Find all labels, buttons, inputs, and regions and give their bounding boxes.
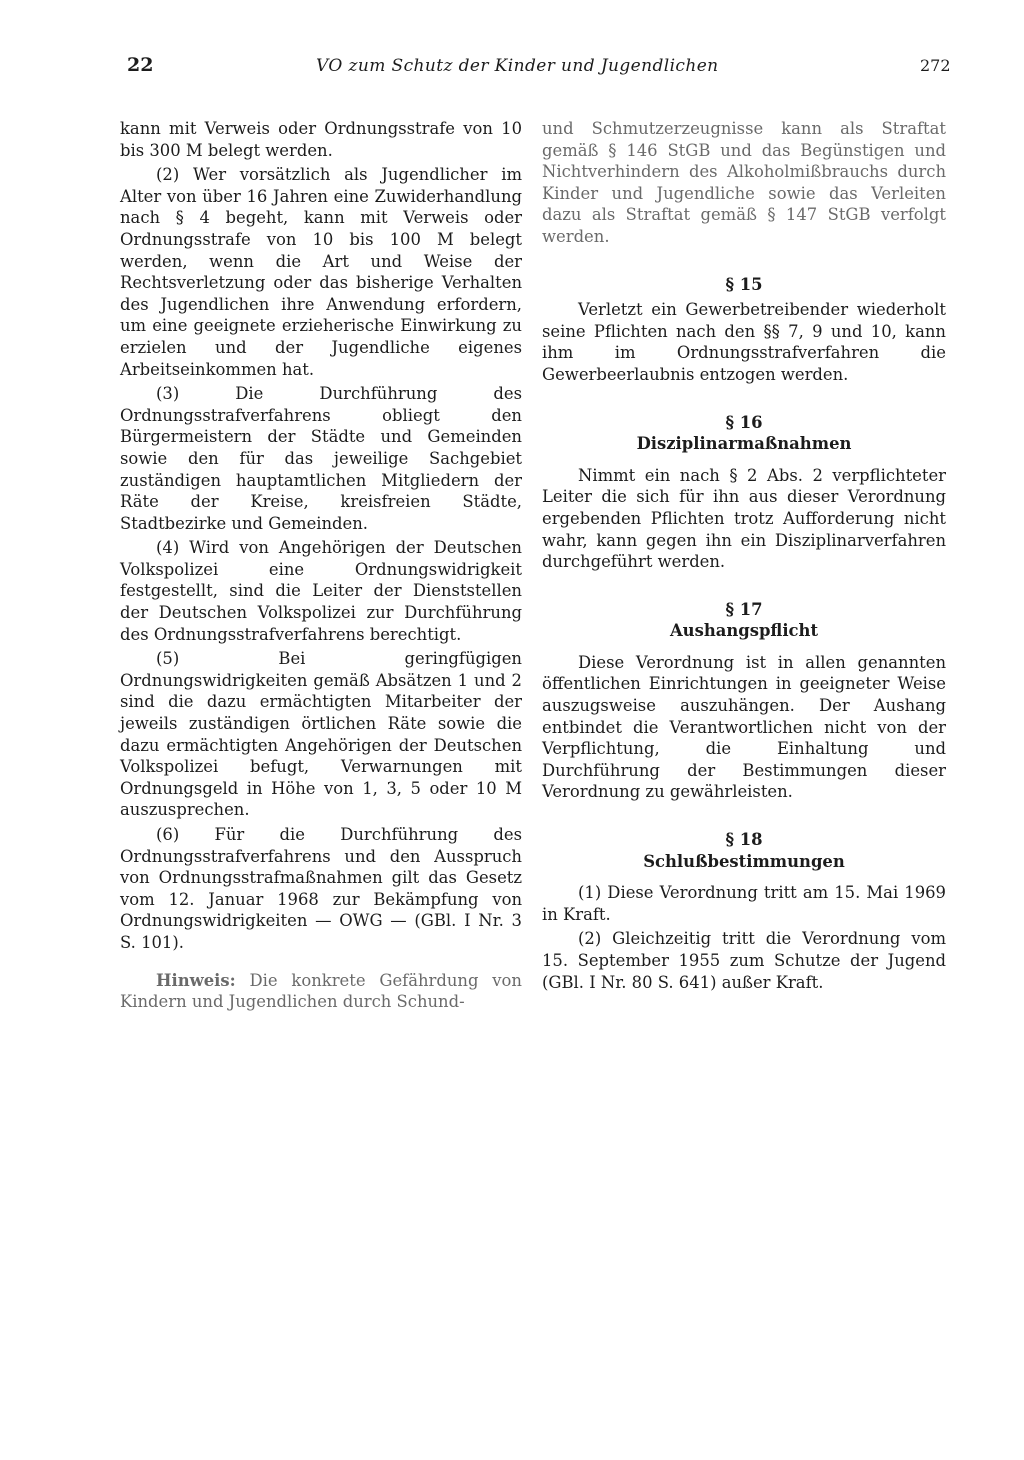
- section-15-number: § 15: [725, 274, 763, 294]
- page-header: [0, 54, 1024, 84]
- paragraph-2: (2) Wer vorsätzlich als Jugendlicher im Alter von über 16 Jahren eine Zuwiderhandlung nach § 4 begeht, kann mit Verweis oder Ordnungsstrafe von 10 bis 100 M belegt werden, wenn die Art und Weise der Rechtsverletzung oder das bisherige Verhalten des Jugendlichen ihre Anwendung erfordern, um eine geeignete erzieherische Einwirkung zu erzielen und der Jugendliche eigenes Arbeitseinkommen hat.: [120, 165, 522, 379]
- section-16-heading: [542, 412, 946, 455]
- paragraph-6: (6) Für die Durchführung des Ordnungsstrafverfahrens und den Ausspruch von Ordnungsstrafmaßnahmen gilt das Gesetz vom 12. Januar 1968 zur Bekämpfung von Ordnungswidrigkeiten — OWG — (GBl. I Nr. 3 S. 101).: [120, 825, 522, 952]
- section-16-number: § 16: [725, 412, 763, 432]
- paragraph-5: (5) Bei geringfügigen Ordnungswidrigkeiten gemäß Absätzen 1 und 2 sind die dazu ermächtigten Mitarbeiter der jeweils zuständigen örtlichen Räte sowie die dazu ermächtigten Angehörigen der Deutschen Volkspolizei befugt, Verwarnungen mit Ordnungsgeld in Höhe von 1, 3, 5 oder 10 M auszusprechen.: [120, 649, 522, 820]
- running-title: VO zum Schutz der Kinder und Jugendlichen: [316, 56, 719, 76]
- page-number-left: 22: [127, 54, 154, 76]
- left-column: [120, 118, 522, 1013]
- right-column: [542, 118, 946, 993]
- section-17-heading: [542, 599, 946, 642]
- section-16-text: Nimmt ein nach § 2 Abs. 2 verpflichteter Leiter die sich für ihn aus dieser Verordnung ergebenden Pflichten trotz Aufforderung nicht wahr, kann gegen ihn ein Disziplinarverfahren durchgeführt werden.: [542, 465, 946, 572]
- paragraph-continued: kann mit Verweis oder Ordnungsstrafe von 10 bis 300 M belegt werden.: [120, 119, 522, 160]
- section-18-heading: [542, 829, 946, 872]
- section-17-number: § 17: [725, 599, 763, 619]
- section-15-heading: [542, 274, 946, 296]
- section-17-title: Aushangspflicht: [669, 621, 819, 641]
- page-number-right: 272: [920, 56, 951, 75]
- paragraph-4: (4) Wird von Angehörigen der Deutschen Volkspolizei eine Ordnungswidrigkeit festgestellt, sind die Leiter der Dienststellen der Deutschen Volkspolizei zur Durchführung des Ordnungsstrafverfahrens berechtigt.: [120, 538, 522, 644]
- note-continuation: und Schmutzerzeugnisse kann als Straftat gemäß § 146 StGB und das Begünstigen und Nichtverhindern des Alkoholmißbrauchs durch Kinder und Jugendliche sowie das Verleiten dazu als Straftat gemäß § 147 StGB verfolgt werden.: [542, 119, 946, 246]
- note-text: Die konkrete Gefährdung von Kindern und Jugendlichen durch Schund-: [120, 970, 522, 1012]
- section-18-paragraph-2: (2) Gleichzeitig tritt die Verordnung vom 15. September 1955 zum Schutze der Jugend (GBl. I Nr. 80 S. 641) außer Kraft.: [542, 929, 946, 992]
- section-17-text: Diese Verordnung ist in allen genannten öffentlichen Einrichtungen in geeigneter Weise auszugsweise auszuhängen. Der Aushang entbindet die Verantwortlichen nicht von der Verpflichtung, die Einhaltung und Durchführung der Bestimmungen dieser Verordnung zu gewährleisten.: [542, 652, 946, 802]
- section-16-title: Disziplinarmaßnahmen: [636, 434, 852, 454]
- section-18-title: Schlußbestimmungen: [643, 851, 845, 871]
- paragraph-3: (3) Die Durchführung des Ordnungsstrafverfahrens obliegt den Bürgermeistern der Städte und Gemeinden sowie den für das jeweilige Sachgebiet zuständigen hauptamtlichen Mitgliedern der Räte der Kreise, kreisfreien Städte, Stadtbezirke und Gemeinden.: [120, 384, 522, 533]
- section-18-number: § 18: [725, 830, 763, 850]
- section-18-paragraph-1: (1) Diese Verordnung tritt am 15. Mai 1969 in Kraft.: [542, 883, 946, 924]
- note-label: Hinweis:: [156, 970, 236, 990]
- note-paragraph: [120, 970, 522, 1013]
- section-15-text: Verletzt ein Gewerbetreibender wiederholt seine Pflichten nach den §§ 7, 9 und 10, kann ihm im Ordnungsstrafverfahren die Gewerbeerlaubnis entzogen werden.: [542, 300, 946, 384]
